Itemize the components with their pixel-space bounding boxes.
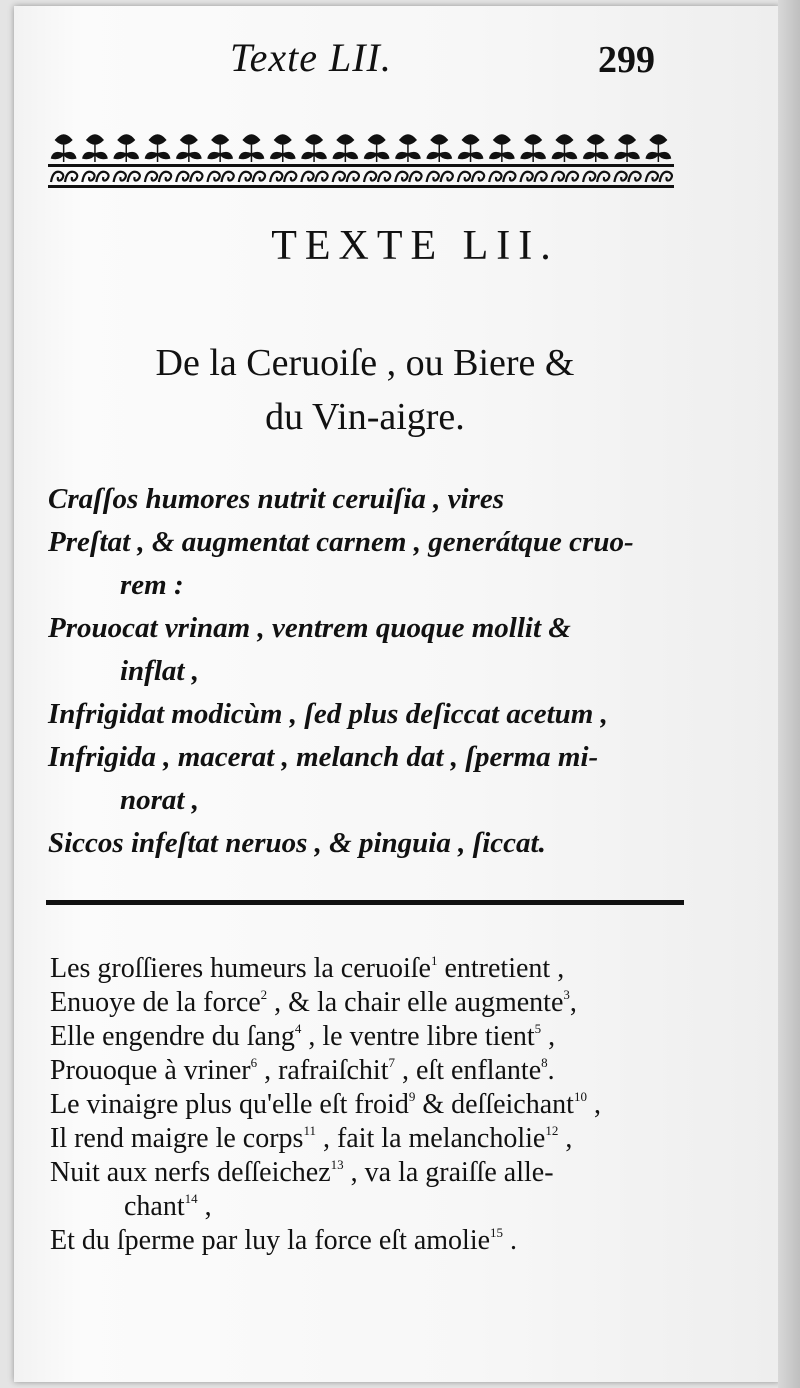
section-heading — [0, 222, 800, 270]
french-line: Et du ſperme par luy la force eſt amolie$^{15}$ . — [50, 1225, 518, 1256]
latin-line: Prouocat vrinam , ventrem quoque mollit & — [48, 612, 571, 644]
french-line: Elle engendre du ſang$^4$ , le ventre libre tient$^5$ , — [50, 1021, 556, 1052]
subtitle-line-1: De la Ceruoiſe , ou Biere & — [155, 342, 575, 384]
latin-line: Craſſos humores nutrit ceruiſia , vires — [48, 483, 504, 515]
running-head — [0, 30, 800, 82]
french-verse — [50, 952, 670, 1258]
french-line: Enuoye de la force$^2$ , & la chair elle augmente$^3$, — [50, 987, 577, 1018]
section-subtitle — [0, 336, 730, 444]
divider-rule — [46, 900, 684, 905]
page-edge — [778, 0, 800, 1388]
running-head-title: Texte LII. — [230, 35, 392, 80]
section-heading-text: TEXTE LII. — [271, 223, 559, 269]
latin-line: Infrigidat modicùm , ſed plus deſiccat acetum , — [48, 698, 608, 730]
latin-verse — [48, 478, 688, 865]
french-line: Prouoque à vriner$^6$ , rafraiſchit$^7$ , eſt enflante$^8$. — [50, 1055, 555, 1086]
french-line: Les groſſieres humeurs la ceruoiſe$^1$ entretient , — [50, 953, 565, 984]
french-line: Le vinaigre plus qu'elle eſt froid$^9$ & deſſeichant$^{10}$ , — [50, 1089, 601, 1120]
french-line: Il rend maigre le corps$^{11}$ , fait la melancholie$^{12}$ , — [50, 1123, 573, 1154]
latin-line: rem : — [120, 569, 184, 601]
latin-line: inflat , — [120, 655, 199, 687]
page-number: 299 — [598, 39, 655, 81]
latin-line: Infrigida , macerat , melanch dat , ſperma mi- — [48, 741, 599, 773]
latin-line: norat , — [120, 784, 199, 816]
subtitle-line-2: du Vin-aigre. — [265, 396, 465, 438]
french-line: chant$^{14}$ , — [124, 1191, 212, 1222]
latin-line: Preſtat , & augmentat carnem , generátque cruo- — [48, 526, 634, 558]
ornamental-band — [48, 130, 674, 188]
latin-line: Siccos infeſtat neruos , & pinguia , ſiccat. — [48, 827, 546, 859]
french-line: Nuit aux nerfs deſſeichez$^{13}$ , va la graiſſe alle- — [50, 1157, 554, 1188]
